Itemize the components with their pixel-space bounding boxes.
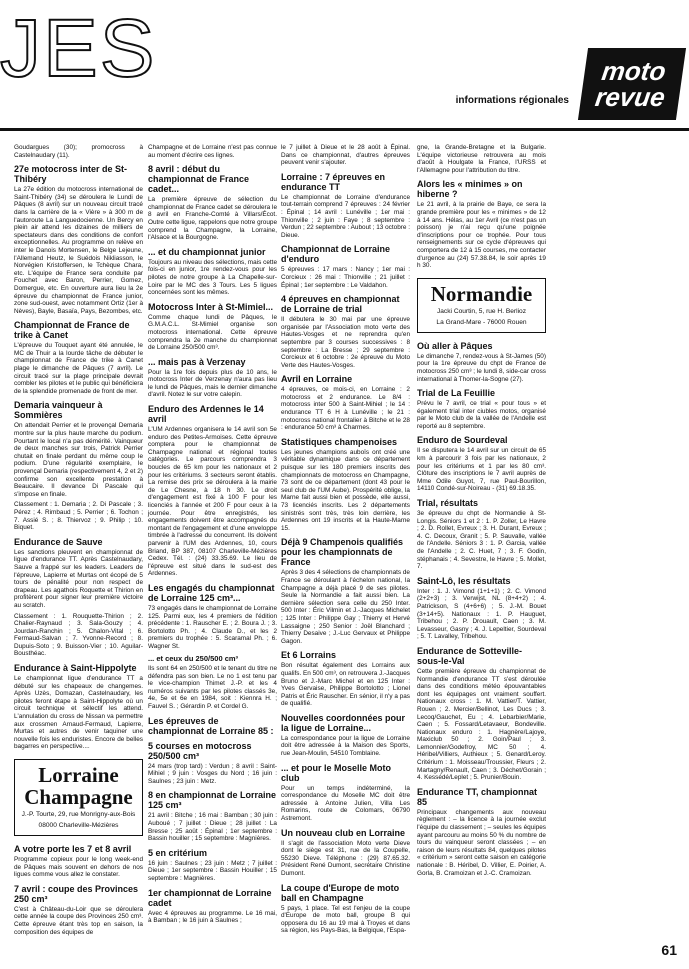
heading: Demaria vainqueur à Sommières bbox=[14, 400, 103, 421]
paragraph: Goudargues (30); promocross à Castelnaudary (11). bbox=[14, 144, 143, 159]
paragraph: Programme copieux pour le long week-end de Pâques mais souvent en dehors de nos ligues comme vous allez le constater. bbox=[14, 856, 143, 879]
heading: Endurance à Saint-Hippolyte bbox=[14, 663, 137, 674]
paragraph: 4 épreuves, ce mois-ci, en Lorraine : 2 motocross et 2 endurance. Le 8/4 : motocross inter 500 à Saint-Mihiel ; le 14 : endurance TT 6 H à Lunéville ; le 21 : motocross national frontalier à Bitche et le 28 : endurance 50 cm³ à Charmes. bbox=[281, 386, 410, 432]
paragraph: gne, la Grande-Bretagne et la Bulgarie. L'équipe victorieuse retrouvera au mois d'août à Houlgate la France, l'URSS et l'Allemagne pour l'attribution du titre. bbox=[417, 144, 546, 174]
paragraph: Toujours au niveau des sélections, mais cette fois-ci en junior, 1re rendez-vous pour les pilotes de notre groupe à La Chapelle-sur-Loire par le MC des 3 Tours. Les 5 ligues concernées sont les mêmes. bbox=[148, 258, 277, 297]
heading: Les épreuves de championnat de Lorraine 85 : bbox=[148, 715, 274, 736]
heading: 5 en critérium bbox=[148, 847, 208, 858]
heading: Enduro de Sourdeval bbox=[417, 435, 508, 446]
paragraph: Inter : 1. J. Vimond (1+1+1) ; 2. C. Vimond (2+2+3) ; 3. Verwijst, NL (8+4+2) ; 4. Patrickson, S (4+6+6) ; 5. J.-M. Bouet (3+14+5). Nationaux : 1. P. Hauguet, Tribehou ; 2. P. Drouault, Caen ; 3. M. Levasseur, Gasny ; 4. J. Lepeltier, Sourdeval ; 5. T. Lavalley, Tribehou. bbox=[417, 587, 546, 641]
paragraph: Le championnat de Lorraine d'endurance tout-terrain comprend 7 épreuves : 24 février : Épinal ; 14 avril : Lunéville ; 1er mai : Thionville ; 2 juin : Faye ; 8 septembre : Verdun ; 22 septembre : Aubout ; 13 octobre : Dieue. bbox=[281, 193, 410, 239]
heading: Et 6 Lorrains bbox=[281, 650, 337, 661]
heading: A votre porte les 7 et 8 avril bbox=[14, 844, 132, 854]
heading: Statistiques champenoises bbox=[281, 436, 398, 447]
heading: Un nouveau club en Lorraine bbox=[281, 827, 406, 838]
column-4 bbox=[417, 144, 546, 880]
header-rule bbox=[0, 128, 689, 131]
heading: Nouvelles coordonnées pour la ligue de Lorraine... bbox=[281, 712, 406, 733]
heading: Avril en Lorraine bbox=[281, 374, 353, 385]
region-box-normandie bbox=[417, 278, 546, 333]
paragraph: 5 épreuves : 17 mars : Nancy ; 1er mai : Corcieux : 26 mai : Thionville ; 21 juillet : Épinal ; 1er septembre : Le Valdahon. bbox=[281, 266, 410, 289]
heading: Où aller à Pâques bbox=[417, 340, 493, 351]
region-box-lorraine-champagne bbox=[14, 759, 143, 836]
paragraph: Il s'agit de l'association Moto verte Dieve dont le siège est 31, rue de la Coupelle, 55230 Dieve. Téléphone : (29) 87.65.32. Président René Dumont, secrétaire Christine Dumont. bbox=[281, 839, 410, 877]
paragraph: Pour la 1re fois depuis plus de 10 ans, le motocross Inter de Verzenay n'aura pas lieu le lundi de Pâques, mais le dernier dimanche d'avril. Notez le sur votre calepin. bbox=[148, 368, 277, 399]
column-2 bbox=[148, 144, 277, 928]
paragraph: 21 avril : Bitche ; 16 mai : Bamban ; 30 juin : Auboué ; 7 juillet : Dieue ; 28 juillet : La Bresse ; 25 août : Épinal ; 1er septembre : Bassin houiller ; 15 septembre : Magnières. bbox=[148, 812, 277, 843]
paragraph: 5 pays, 1 place. Tel est l'enjeu de la coupe d'Europe de moto ball, groupe B qui opposera du 16 au 19 mai à Troyes et dans sa région, les Pays-Bas, la Belgique, l'Espa- bbox=[281, 904, 410, 935]
paragraph: le 7 juillet à Dieue et le 28 août à Épinal. Dans ce championnat, d'autres épreuves peuvent venir s'ajouter. bbox=[281, 144, 410, 167]
heading: 8 avril : début du championnat de France cadet... bbox=[148, 164, 250, 195]
paragraph: Pour un temps indéterminé, la correspondance du Moselle MC doit être adressée à Antoine Julien, Villa Les Romarins, route de Colomars, 06790 Astremont. bbox=[281, 784, 410, 823]
heading: ... et du championnat junior bbox=[148, 246, 266, 257]
page-number: 61 bbox=[661, 942, 677, 958]
heading: ... et pour le Moselle Moto club bbox=[281, 762, 392, 783]
paragraph: Principaux changements aux nouveau règlement : – la licence à la journée exclut l'équipe du classement ; – seules les équipes ayant parcouru au moins 50 % du nombre de tours du vainqueur seront classées ; – en raison de leurs résultats 84, quelques pilotes « critérium » seront cette saison en catégorie nationale : B. Héribel, D. Villier, E. Poirier, A. Gorla, B. Cramoizan et J.-C. Cramoizan. bbox=[417, 808, 546, 877]
paragraph: Il débutera le 30 mai par une épreuve organisée par l'Association moto verte des Hautes-Vosges et ne reprendra qu'en septembre par 3 courses successives : 8 septembre : La Bresse ; 29 septembre : Corcieux et 6 octobre : 2e épreuve du Moto Verte des Hautes-Vosges. bbox=[281, 316, 410, 369]
heading: 27e motocross inter de St-Thibéry bbox=[14, 164, 128, 185]
paragraph: Les sanctions pleuvent en championnat de ligue d'endurance TT. Après Castelnaudary, Sauve a frappé sur les leaders. Leaders de l'épreuve, Lapierre et Murtas ont écopé de 5 tours de pénalité pour non respect de drapeau. Les agathois Roquette et Thirion en profitèrent pour signer leur première victoire au scratch. bbox=[14, 548, 143, 609]
column-3 bbox=[281, 144, 410, 938]
paragraph: L'UM Ardennes organisera le 14 avril son 5e enduro des Petites-Armoises. Cette épreuve comptera pour le championnat de Champagne national et régional toutes catégories. Le parcours comprendra 3 boucles de 65 km pour les nationaux et 2 pour les critériums. 3 secteurs seront établis. La remise des prix se déroulera à la mairie de Le Chesne, à 18 h 30. Le droit d'engagement est fixé à 100 F pour les licenciés à l'année et 200 F pour ceux à la journée. Pour être enregistrés, les engagements doivent être accompagnés du montant de l'engagement et d'une enveloppe timbrée à l'adresse du concurrent. Ils doivent parvenir à l'UM des Ardennes, 10, cours Briand, BP 387, 08107 Charleville-Mézières Cedex. Tél. : (24) 33.35.69. Le lieu de l'épreuve est situé dans le sud-est des Ardennes. bbox=[148, 426, 277, 578]
heading: 1er championnat de Lorraine cadet bbox=[148, 887, 272, 908]
heading: Endurance TT, championnat 85 bbox=[417, 786, 538, 807]
paragraph: 24 mars (trop tard) : Verdun ; 8 avril : Saint-Mihiel ; 9 juin : Vosges du Nord ; 16 juin : Saulnes ; 23 juin : Metz. bbox=[148, 762, 277, 785]
region-title: Champagne bbox=[24, 785, 133, 809]
region-title: Lorraine bbox=[38, 763, 119, 787]
paragraph: Ils sont 64 en 250/500 et le tenant du titre ne défendra pas son bien. Le no 1 est tenu par le vice-champion Thimet J.-P. et les 4 numéros suivants par les pilotes classés 3e, 4e, 5e et 6e en 1984, soit : Kiennra H. ; Fauvel S. ; Gérardin P. et Cordel G. bbox=[148, 665, 277, 710]
paragraph: Classement : 1. Demaria ; 2. Di Pascale ; 3. Pérez ; 4. Rimbaud ; 5. Perrier ; 6. Tochon ; 7. Assié S. ; 8. Thiervoz ; 9. Philip ; 10. Biquet. bbox=[14, 501, 143, 532]
paragraph: 73 engagés dans le championnat de Lorraine 125. Parmi eux, les 4 premiers de l'édition précédente : 1. Rauscher E. ; 2. Boura J. ; 3. Bortolotto Ph. ; 4. Claude D., et les 2 premiers du trophée : 5. Scaramal Ph. ; 6. Wagner St. bbox=[148, 604, 277, 650]
heading: Championnat de Lorraine d'enduro bbox=[281, 244, 391, 265]
heading: Endurance de Sauve bbox=[14, 536, 103, 547]
section-label: informations régionales bbox=[455, 95, 569, 106]
heading: La coupe d'Europe de moto ball en Champagne bbox=[281, 882, 400, 903]
heading: 4 épreuves en championnat de Lorraine de trial bbox=[281, 294, 400, 315]
paragraph: Champagne et de Lorraine n'est pas connue au moment d'écrire ces lignes. bbox=[148, 144, 277, 159]
heading: Lorraine : 7 épreuves en endurance TT bbox=[281, 171, 386, 192]
heading: Saint-Lô, les résultats bbox=[417, 575, 511, 586]
paragraph: 16 juin : Saulnes ; 23 juin : Metz ; 7 juillet : Dieue ; 1er septembre : Bassin Houiller ; 15 septembre : Magnières. bbox=[148, 859, 277, 882]
heading: Enduro des Ardennes le 14 avril bbox=[148, 404, 264, 425]
heading: 8 en championnat de Lorraine 125 cm³ bbox=[148, 790, 277, 811]
paragraph: Cette première épreuve du championnat de Normandie d'endurance TT s'est déroulée dans des conditions météo épouvantables dont les équipages ont vraiment souffert. Nationaux cross : 1. M. Vattier/T. Vattier, Rouen ; 2. Mercier/Bellinot, Les Ducs ; 3. Lecoq/Gauchet, Eu ; 4. Lebarbier/Marie, Caen ; 5. Fossard/Letavaeur, Bondeville. Nationaux enduro : 1. Hagnère/Lajoye, Maxiclub 50 ; 2. Goin/Paul ; 3. Lemonnier/Godefroy, MC 50 ; 4. Héribel/Villiers, Authieux ; 5. Genard/Leroy. Critérium : 1. Moisseau/Troussier, Fleurs ; 2. Martagny/Renault, Caen ; 3. Déchet/Gorain ; 4. Kessédé/Leplet ; 5. Prunier/Bouin. bbox=[417, 667, 546, 782]
heading: Endurance de Sotteville-sous-le-Val bbox=[417, 645, 523, 666]
paragraph: Le 21 avril, à la prairie de Baye, ce sera la grande première pour les « minimes » de 12 à 14 ans. Hélas, au 1er Avril (ce n'est pas un poisson) je n'ai reçu qu'une poignée d'inscriptions pour ce trophée. Pour tous renseignements sur ce cycle d'épreuves qui comportera de 12 à 15 courses, me contacter d'urgence au (24) 57.38.84, le soir après 19 h 30. bbox=[417, 201, 546, 270]
heading: Trial, résultats bbox=[417, 498, 479, 509]
paragraph: Prévu le 7 avril, ce trial « pour tous » et également trial inter ciubles motos, organisé par le Moto club de la vallée de l'Andelle est reporté au 8 septembre. bbox=[417, 400, 546, 430]
heading: Trial de La Feuillie bbox=[417, 388, 496, 399]
column-1 bbox=[14, 144, 143, 939]
heading: Motocross Inter à St-Mimiel... bbox=[148, 301, 274, 312]
paragraph: La première épreuve de sélection du championnat de France cadet se déroulera le 8 avril en Franche-Comté à Villars/Écot. Outre cette ligue, rappelons que notre groupe comprend la Champagne, la Lorraine, l'Alsace et la Bourgogne. bbox=[148, 196, 277, 242]
region-address: J.-P. Tourte, 29, rue Monrigny-aux-Bois bbox=[21, 811, 136, 818]
heading: Championnat de France de trike à Canet bbox=[14, 320, 130, 341]
paragraph: Comme chaque lundi de Pâques, le G.M.A.C.L. St-Mimiel organise son motocross international. Cette épreuve comprendra la 2e manche du championnat de Lorraine 250/500 cm³. bbox=[148, 313, 277, 352]
paragraph: Après 3 des 4 sélections de championnats de France se déroulant à l'échelon national, la Champagne a déjà placé 9 de ses pilotes. Seule la Normandie a fait aussi bien. La dernière sélection sera celle du 250 Inter. 500 Inter : Éric Vilmin et J.-Jacques Michelet ; 125 Inter : Philippe Gay ; Thierry et Hervé Lassaigne ; 250 Senior : Joël Blanchard ; Thierry Desaive ; J.-Luc Gervaux et Philippe Gagon. bbox=[281, 569, 410, 645]
region-title: Normandie bbox=[430, 281, 533, 306]
moto-revue-logo: moto revue bbox=[578, 48, 686, 120]
region-address: Jacki Courtin, 5, rue H. Berlioz bbox=[436, 307, 527, 315]
section-title-fragment: JES bbox=[0, 3, 157, 94]
paragraph: La 27e édition du motocross international de Saint-Thibéry (34) se déroulera le Lundi de Pâques (8 avril) sur un nouveau circuit tracé dans la carrière de la « Vière » à 300 m de l'autoroute La Languedocienne. Un Bercy en plein air attend les dizaines de milliers de spectateurs dans des conditions de confort exceptionnelles. Au programme on relève en inter le Danois Mortensen, le Belge Lejeune, l'Allemand Heutz, le Suédois Nikliasson, le Norvégien Kristoffersen, le Tchèque Chara, etc. L'équipe de France sera conduite par Fouchet avec Baron, Perrier, Gomez, Domergue, etc. En ouverture aura lieu la 2e épreuve du championnat de France junior, zone sud-ouest, avec notamment Ortiz (1er à Nèves), Bayle, Basaïa, Pays, Bezombes, etc. bbox=[14, 186, 143, 315]
paragraph: L'épreuve du Touquet ayant été annulée, le MC de Thuir a la lourde tâche de débuter le championnat de France de trike à Canet plage le dimanche de Pâques (7 avril). Le circuit tracé sur la plage principale devrait combler les pilotes et le public qui bénéficiera de la splendide promenade de front de mer. bbox=[14, 342, 143, 395]
heading: Les engagés du championnat de Lorraine 125 cm³... bbox=[148, 582, 275, 603]
heading: Alors les « minimes » on hiberne ? bbox=[417, 179, 523, 200]
paragraph: Il se disputera le 14 avril sur un circuit de 65 km à parcourir 3 fois par les nationaux, 2 pour les critériums et 1 par les 80 cm³. Clôture des inscriptions le 7 avril auprès de Mme Odile Guyot, 7, rue Paul-Bourillon, 14110 Condé-sur-Noireau - (31) 69.18.35. bbox=[417, 447, 546, 493]
paragraph: Bon résultat également des Lorrains aux qualifs. En 500 cm³, on retrouvera J.-Jacques Bruno et J.-Marc Michel et en 125 Inter : Yves Gervaise, Philippe Bortolotto ; Lionel Patris et Éric Rauscher. En sénior, il n'y a pas de qualifié. bbox=[281, 662, 410, 708]
paragraph: 3e épreuve du chpt de Normandie à St-Longis. Séniors 1 et 2 : 1. P. Zoller, Le Havre ; 2. D. Rollet, Evreux ; 3. H. Durant, Evreux ; 4. C. Decoux, Granit ; 5. P. Sauvalle, vallée de l'Andelle. Séniors 3 : 1. P. Garcia, vallée de l'Andelle ; 2. C. Huet, 7 ; 3. F. Godin, stéphanais ; 4. Sevestre, le Havre ; 5. Mollet, 7. bbox=[417, 510, 546, 571]
region-address: La Grand-Mare - 76000 Rouen bbox=[436, 318, 527, 326]
heading: 5 courses en motocross 250/500 cm³ bbox=[148, 740, 252, 761]
region-address: 08000 Charleville-Mézières bbox=[38, 822, 119, 829]
paragraph: Le dimanche 7, rendez-vous à St-James (50) pour la 1re épreuve du chpt de France de motocross 250 cm³ ; le lundi 8, side-car cross international à Thomer-la-Sogne (27). bbox=[417, 352, 546, 383]
paragraph: Avec 4 épreuves au programme. Le 16 mai, à Bamban ; le 16 juin à Saulnes ; bbox=[148, 909, 277, 925]
paragraph: C'est à Château-du-Loir que se déroulera cette année la coupe des Provinces 250 cm³. Cette épreuve étant très top en saison, la composition des équipes de bbox=[14, 905, 143, 936]
paragraph: Les jeunes champions auboïs ont créé une véritable dynamique dans ce département puisque sur les 180 premiers inscrits des championnats de motocross en Champagne, 73 sont de ce département (dont 43 pour le seul club de l'UM Aube). Prospérité oblige, la Marne fait aussi bien et possède, elle aussi, 73 licenciés inscrits. Les 2 départements sinistrés sont très, très loin derrière, les Ardennes ont 19 inscrits et la Haute-Marne 15. bbox=[281, 448, 410, 532]
heading: ... mais pas à Verzenay bbox=[148, 356, 246, 367]
paragraph: Classement : 1. Rouquette-Thirion ; 2. Chalier-Raynaud ; 3. Sala-Gouzy ; 4. Jourdan-Ranchin ; 5. Chalon-Vital ; 6. Fermaud-Salvan ; 7. Yvonne-Record ; 8. Dupuis-Soto ; 9. Buisson-Vier ; 10. Aguilar-Bousthéac. bbox=[14, 612, 143, 658]
paragraph: La correspondance pour la ligue de Lorraine doit être adressée à la Maison des Sports, rue Jean-Moulin, 54510 Tomblaine. bbox=[281, 734, 410, 758]
heading: Déjà 9 Champenois qualifiés pour les championnats de France bbox=[281, 537, 404, 568]
heading: 7 avril : coupe des Provinces 250 cm³ bbox=[14, 883, 139, 904]
paragraph: On attendait Perrier et le provençal Demaria montre sur la plus haute marche du podium. Pourtant le local n'a pas démérité. Vainqueur de deux manches sur trois, Patrick Perrier chutait en finale perdant du même coup le podium. D'une régularité exemplaire, le provençal Demaria (respectivement 4, 2 et 2) confirme son excellente prestation à Beaucaire. Il devance Di Pascale qui s'impose en finale. bbox=[14, 422, 143, 498]
subheading: ... et ceux du 250/500 cm³ bbox=[148, 653, 239, 663]
paragraph: Le championnat ligue d'endurance TT a débuté sur les chapeaux de changemes. Après Uzès, Domazan, Castelnaudary, les pilotes feront étape à Saint-Hippolyte où un circuit technique et sélectif les attend. L'annulation du cross de Nissan va permettre aux crossmen Arnaud-Fermaud, Lapierre, Murtas et autres de venir taquiner une nouvelle fois les enduristes. Encore de belles bagarres en perspective.... bbox=[14, 675, 143, 751]
